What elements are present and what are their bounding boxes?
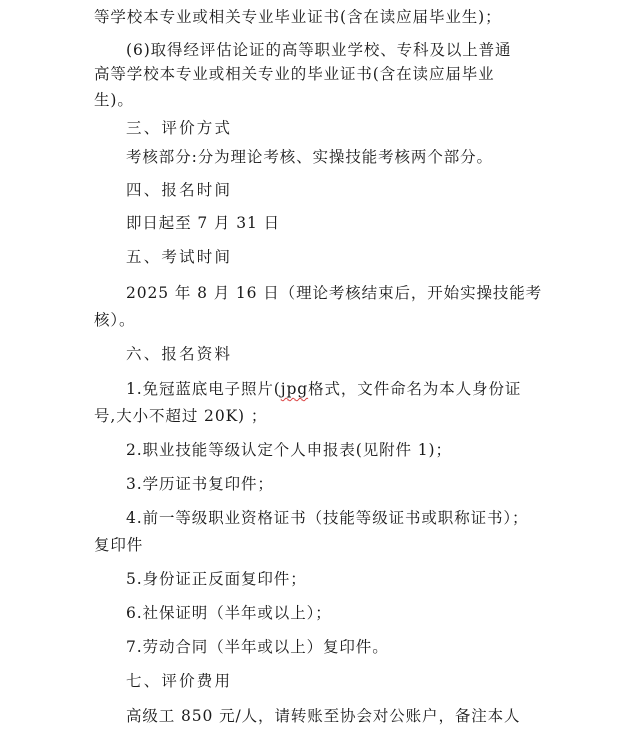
text-segment: 格式，文件命名为本人身份证 bbox=[308, 380, 522, 398]
text-line: 等学校本专业或相关专业毕业证书(含在读应届毕业生)； bbox=[94, 8, 502, 26]
section-heading: 七、评价费用 bbox=[126, 672, 233, 690]
text-line: 核）。 bbox=[94, 311, 136, 329]
section-heading: 五、考试时间 bbox=[126, 248, 233, 266]
text-line: 高等学校本专业或相关专业的毕业证书(含在读应届毕业 bbox=[94, 65, 495, 83]
text-line: 2025 年 8 月 16 日（理论考核结束后，开始实操技能考 bbox=[126, 284, 543, 302]
text-line bbox=[126, 378, 521, 400]
text-line: 生)。 bbox=[94, 91, 134, 109]
text-line: 5.身份证正反面复印件； bbox=[126, 570, 307, 588]
text-line: 即日起至 7 月 31 日 bbox=[126, 214, 280, 232]
text-line: 6.社保证明（半年或以上）； bbox=[126, 604, 332, 622]
section-heading: 三、评价方式 bbox=[126, 119, 233, 137]
text-line: 4.前一等级职业资格证书（技能等级证书或职称证书）； bbox=[126, 509, 529, 527]
text-line: (6)取得经评估论证的高等职业学校、专科及以上普通 bbox=[126, 41, 512, 59]
text-line: 2.职业技能等级认定个人申报表(见附件 1)； bbox=[126, 441, 452, 459]
text-segment: 1.免冠蓝底电子照片( bbox=[126, 380, 281, 398]
text-line: 考核部分:分为理论考核、实操技能考核两个部分。 bbox=[126, 148, 493, 166]
spellcheck-underlined-word: jpg bbox=[280, 380, 309, 398]
section-heading: 四、报名时间 bbox=[126, 181, 233, 199]
text-line: 7.劳动合同（半年或以上）复印件。 bbox=[126, 638, 389, 656]
text-line: 3.学历证书复印件； bbox=[126, 475, 274, 493]
text-line: 高级工 850 元/人，请转账至协会对公账户，备注本人 bbox=[126, 707, 521, 725]
text-line: 复印件 bbox=[94, 536, 144, 554]
section-heading: 六、报名资料 bbox=[126, 345, 233, 363]
text-line: 号,大小不超过 20K) ； bbox=[94, 407, 268, 425]
